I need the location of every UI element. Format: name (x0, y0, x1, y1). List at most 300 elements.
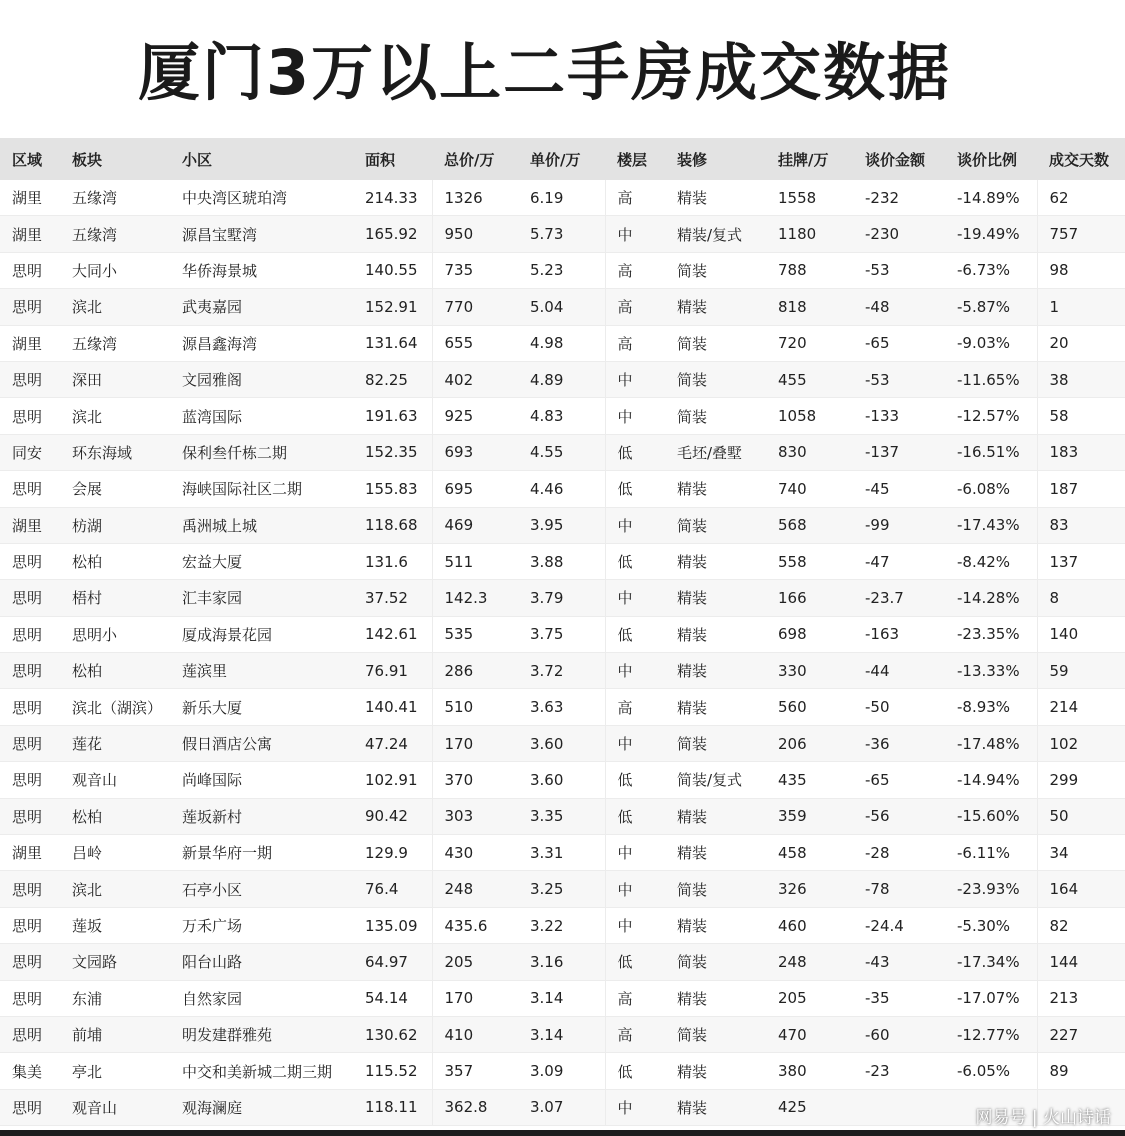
cell-unit-price: 3.79 (518, 580, 605, 616)
cell-sector: 滨北 (60, 398, 170, 434)
cell-listing-price: 818 (766, 289, 853, 325)
cell-decoration: 精装 (665, 689, 766, 725)
cell-negotiated-amount: -35 (853, 980, 945, 1016)
cell-sector: 观音山 (60, 762, 170, 798)
cell-total-price: 469 (432, 507, 518, 543)
cell-area: 142.61 (353, 616, 432, 652)
table-row (0, 762, 1125, 798)
cell-community: 明发建群雅苑 (170, 1016, 353, 1052)
table-row (0, 361, 1125, 397)
cell-floor: 低 (605, 798, 665, 834)
cell-decoration: 简装/复式 (665, 762, 766, 798)
cell-district: 同安 (0, 434, 60, 470)
cell-area: 214.33 (353, 180, 432, 216)
cell-total-price: 370 (432, 762, 518, 798)
cell-district: 思明 (0, 252, 60, 288)
watermark: 网易号 | 火山诗话 (975, 1108, 1111, 1128)
cell-unit-price: 3.75 (518, 616, 605, 652)
cell-area: 131.6 (353, 543, 432, 579)
cell-total-price: 435.6 (432, 907, 518, 943)
cell-listing-price: 720 (766, 325, 853, 361)
cell-days-to-close: 1 (1037, 289, 1125, 325)
cell-decoration: 简装 (665, 252, 766, 288)
cell-negotiated-amount: -53 (853, 252, 945, 288)
cell-district: 思明 (0, 689, 60, 725)
cell-unit-price: 3.63 (518, 689, 605, 725)
cell-decoration: 简装 (665, 398, 766, 434)
cell-decoration: 简装 (665, 507, 766, 543)
table-row (0, 725, 1125, 761)
cell-community: 自然家园 (170, 980, 353, 1016)
table-body (0, 180, 1125, 1126)
cell-listing-price: 166 (766, 580, 853, 616)
cell-sector: 深田 (60, 361, 170, 397)
cell-district: 湖里 (0, 216, 60, 252)
cell-community: 源昌鑫海湾 (170, 325, 353, 361)
cell-floor: 中 (605, 361, 665, 397)
cell-area: 37.52 (353, 580, 432, 616)
cell-listing-price: 788 (766, 252, 853, 288)
cell-unit-price: 3.72 (518, 653, 605, 689)
cell-district: 湖里 (0, 835, 60, 871)
cell-days-to-close: 214 (1037, 689, 1125, 725)
cell-floor: 低 (605, 543, 665, 579)
cell-unit-price: 3.22 (518, 907, 605, 943)
cell-negotiated-amount: -47 (853, 543, 945, 579)
cell-listing-price: 425 (766, 1089, 853, 1125)
cell-sector: 吕岭 (60, 835, 170, 871)
cell-floor: 高 (605, 325, 665, 361)
cell-days-to-close: 82 (1037, 907, 1125, 943)
cell-negotiated-amount: -133 (853, 398, 945, 434)
cell-area: 54.14 (353, 980, 432, 1016)
cell-district: 思明 (0, 543, 60, 579)
cell-negotiated-ratio: -17.07% (945, 980, 1037, 1016)
cell-negotiated-amount: -28 (853, 835, 945, 871)
cell-negotiated-ratio: -16.51% (945, 434, 1037, 470)
cell-district: 思明 (0, 653, 60, 689)
cell-listing-price: 326 (766, 871, 853, 907)
cell-sector: 莲花 (60, 725, 170, 761)
cell-negotiated-amount: -24.4 (853, 907, 945, 943)
cell-community: 华侨海景城 (170, 252, 353, 288)
table-row (0, 1089, 1125, 1125)
cell-decoration: 简装 (665, 871, 766, 907)
cell-listing-price: 558 (766, 543, 853, 579)
cell-unit-price: 3.60 (518, 725, 605, 761)
table-row (0, 835, 1125, 871)
cell-district: 思明 (0, 762, 60, 798)
table-row (0, 1053, 1125, 1089)
cell-unit-price: 4.55 (518, 434, 605, 470)
cell-area: 165.92 (353, 216, 432, 252)
cell-unit-price: 5.73 (518, 216, 605, 252)
cell-negotiated-amount: -232 (853, 180, 945, 216)
cell-area: 191.63 (353, 398, 432, 434)
cell-floor: 低 (605, 434, 665, 470)
cell-days-to-close: 183 (1037, 434, 1125, 470)
cell-unit-price: 3.35 (518, 798, 605, 834)
cell-district: 思明 (0, 1089, 60, 1125)
cell-decoration: 精装 (665, 1053, 766, 1089)
header-negotiated-ratio: 谈价比例 (945, 138, 1037, 180)
cell-listing-price: 380 (766, 1053, 853, 1089)
cell-days-to-close: 38 (1037, 361, 1125, 397)
cell-sector: 松柏 (60, 653, 170, 689)
cell-unit-price: 3.60 (518, 762, 605, 798)
cell-negotiated-ratio: -12.57% (945, 398, 1037, 434)
cell-floor: 高 (605, 1016, 665, 1052)
cell-days-to-close: 58 (1037, 398, 1125, 434)
cell-total-price: 693 (432, 434, 518, 470)
cell-sector: 莲坂 (60, 907, 170, 943)
cell-negotiated-amount: -44 (853, 653, 945, 689)
cell-days-to-close: 213 (1037, 980, 1125, 1016)
cell-floor: 低 (605, 471, 665, 507)
cell-sector: 文园路 (60, 944, 170, 980)
table-row (0, 653, 1125, 689)
cell-decoration: 精装 (665, 580, 766, 616)
cell-negotiated-amount: -163 (853, 616, 945, 652)
cell-decoration: 精装 (665, 907, 766, 943)
table-row (0, 980, 1125, 1016)
cell-total-price: 925 (432, 398, 518, 434)
cell-district: 湖里 (0, 180, 60, 216)
table-row (0, 216, 1125, 252)
cell-negotiated-ratio: -6.11% (945, 835, 1037, 871)
cell-total-price: 770 (432, 289, 518, 325)
cell-total-price: 402 (432, 361, 518, 397)
cell-district: 思明 (0, 944, 60, 980)
header-district: 区域 (0, 138, 60, 180)
cell-unit-price: 3.07 (518, 1089, 605, 1125)
cell-floor: 高 (605, 252, 665, 288)
cell-days-to-close: 20 (1037, 325, 1125, 361)
cell-listing-price: 460 (766, 907, 853, 943)
cell-unit-price: 4.89 (518, 361, 605, 397)
cell-days-to-close: 83 (1037, 507, 1125, 543)
cell-unit-price: 4.83 (518, 398, 605, 434)
cell-area: 129.9 (353, 835, 432, 871)
cell-negotiated-ratio: -14.28% (945, 580, 1037, 616)
cell-total-price: 950 (432, 216, 518, 252)
cell-days-to-close: 757 (1037, 216, 1125, 252)
cell-days-to-close: 299 (1037, 762, 1125, 798)
cell-negotiated-amount: -65 (853, 762, 945, 798)
cell-listing-price: 470 (766, 1016, 853, 1052)
cell-community: 保利叁仟栋二期 (170, 434, 353, 470)
cell-negotiated-ratio: -5.87% (945, 289, 1037, 325)
cell-negotiated-ratio: -5.30% (945, 907, 1037, 943)
cell-negotiated-ratio: -23.93% (945, 871, 1037, 907)
cell-negotiated-amount: -43 (853, 944, 945, 980)
cell-area: 64.97 (353, 944, 432, 980)
cell-area: 130.62 (353, 1016, 432, 1052)
cell-total-price: 1326 (432, 180, 518, 216)
cell-negotiated-ratio: -15.60% (945, 798, 1037, 834)
cell-area: 152.35 (353, 434, 432, 470)
cell-negotiated-ratio: -6.05% (945, 1053, 1037, 1089)
cell-negotiated-amount: -99 (853, 507, 945, 543)
cell-total-price: 535 (432, 616, 518, 652)
cell-days-to-close: 144 (1037, 944, 1125, 980)
cell-sector: 滨北 (60, 289, 170, 325)
cell-days-to-close: 102 (1037, 725, 1125, 761)
cell-floor: 低 (605, 762, 665, 798)
cell-negotiated-ratio: -14.89% (945, 180, 1037, 216)
cell-days-to-close: 50 (1037, 798, 1125, 834)
table-row (0, 252, 1125, 288)
cell-community: 蓝湾国际 (170, 398, 353, 434)
transaction-table (0, 138, 1125, 1126)
cell-floor: 中 (605, 216, 665, 252)
cell-area: 90.42 (353, 798, 432, 834)
cell-unit-price: 3.16 (518, 944, 605, 980)
cell-community: 汇丰家园 (170, 580, 353, 616)
cell-negotiated-ratio: -17.34% (945, 944, 1037, 980)
cell-listing-price: 698 (766, 616, 853, 652)
cell-community: 新景华府一期 (170, 835, 353, 871)
cell-negotiated-amount: -137 (853, 434, 945, 470)
cell-community: 万禾广场 (170, 907, 353, 943)
cell-sector: 滨北（湖滨） (60, 689, 170, 725)
table-row (0, 944, 1125, 980)
cell-decoration: 精装/复式 (665, 216, 766, 252)
cell-floor: 中 (605, 580, 665, 616)
cell-district: 思明 (0, 289, 60, 325)
cell-sector: 滨北 (60, 871, 170, 907)
cell-unit-price: 3.88 (518, 543, 605, 579)
cell-negotiated-amount: -65 (853, 325, 945, 361)
cell-floor: 高 (605, 180, 665, 216)
cell-sector: 五缘湾 (60, 216, 170, 252)
cell-days-to-close: 34 (1037, 835, 1125, 871)
cell-floor: 中 (605, 871, 665, 907)
table-row (0, 907, 1125, 943)
cell-floor: 中 (605, 725, 665, 761)
cell-community: 观海澜庭 (170, 1089, 353, 1125)
cell-listing-price: 330 (766, 653, 853, 689)
cell-total-price: 655 (432, 325, 518, 361)
cell-total-price: 142.3 (432, 580, 518, 616)
cell-days-to-close: 140 (1037, 616, 1125, 652)
cell-negotiated-ratio: -11.65% (945, 361, 1037, 397)
cell-floor: 低 (605, 616, 665, 652)
cell-sector: 亭北 (60, 1053, 170, 1089)
cell-negotiated-ratio: -9.03% (945, 325, 1037, 361)
cell-sector: 东浦 (60, 980, 170, 1016)
cell-listing-price: 1558 (766, 180, 853, 216)
cell-negotiated-ratio: -17.48% (945, 725, 1037, 761)
cell-area: 47.24 (353, 725, 432, 761)
cell-decoration: 简装 (665, 725, 766, 761)
cell-listing-price: 1180 (766, 216, 853, 252)
cell-community: 尚峰国际 (170, 762, 353, 798)
cell-district: 思明 (0, 471, 60, 507)
cell-days-to-close: 59 (1037, 653, 1125, 689)
cell-listing-price: 1058 (766, 398, 853, 434)
cell-negotiated-amount: -48 (853, 289, 945, 325)
table-row (0, 180, 1125, 216)
cell-area: 82.25 (353, 361, 432, 397)
cell-decoration: 精装 (665, 289, 766, 325)
cell-floor: 中 (605, 398, 665, 434)
cell-total-price: 410 (432, 1016, 518, 1052)
cell-negotiated-ratio: -8.42% (945, 543, 1037, 579)
cell-negotiated-amount: -23 (853, 1053, 945, 1089)
cell-decoration: 精装 (665, 471, 766, 507)
cell-area: 152.91 (353, 289, 432, 325)
cell-unit-price: 6.19 (518, 180, 605, 216)
cell-listing-price: 458 (766, 835, 853, 871)
cell-decoration: 精装 (665, 1089, 766, 1125)
page-title: 厦门3万以上二手房成交数据 (138, 35, 952, 109)
cell-district: 思明 (0, 980, 60, 1016)
cell-area: 131.64 (353, 325, 432, 361)
cell-negotiated-ratio: -13.33% (945, 653, 1037, 689)
cell-days-to-close: 187 (1037, 471, 1125, 507)
cell-sector: 五缘湾 (60, 180, 170, 216)
cell-sector: 五缘湾 (60, 325, 170, 361)
cell-negotiated-ratio: -8.93% (945, 689, 1037, 725)
cell-total-price: 286 (432, 653, 518, 689)
cell-negotiated-amount: -56 (853, 798, 945, 834)
table-row (0, 471, 1125, 507)
cell-listing-price: 740 (766, 471, 853, 507)
cell-days-to-close: 98 (1037, 252, 1125, 288)
cell-unit-price: 3.09 (518, 1053, 605, 1089)
cell-listing-price: 560 (766, 689, 853, 725)
cell-decoration: 简装 (665, 1016, 766, 1052)
cell-area: 155.83 (353, 471, 432, 507)
cell-community: 武夷嘉园 (170, 289, 353, 325)
cell-district: 思明 (0, 580, 60, 616)
cell-total-price: 695 (432, 471, 518, 507)
header-unit-price: 单价/万 (518, 138, 605, 180)
cell-community: 禹洲城上城 (170, 507, 353, 543)
cell-negotiated-amount: -23.7 (853, 580, 945, 616)
cell-sector: 枋湖 (60, 507, 170, 543)
cell-days-to-close: 62 (1037, 180, 1125, 216)
cell-negotiated-amount: -60 (853, 1016, 945, 1052)
cell-district: 湖里 (0, 507, 60, 543)
cell-area: 118.68 (353, 507, 432, 543)
cell-decoration: 精装 (665, 180, 766, 216)
cell-total-price: 430 (432, 835, 518, 871)
cell-floor: 高 (605, 689, 665, 725)
cell-sector: 大同小 (60, 252, 170, 288)
table-row (0, 616, 1125, 652)
table-row (0, 434, 1125, 470)
cell-unit-price: 4.46 (518, 471, 605, 507)
header-decoration: 装修 (665, 138, 766, 180)
table-row (0, 289, 1125, 325)
header-floor: 楼层 (605, 138, 665, 180)
cell-community: 中央湾区琥珀湾 (170, 180, 353, 216)
cell-negotiated-ratio: -12.77% (945, 1016, 1037, 1052)
cell-sector: 观音山 (60, 1089, 170, 1125)
cell-total-price: 735 (432, 252, 518, 288)
cell-unit-price: 3.31 (518, 835, 605, 871)
cell-days-to-close: 89 (1037, 1053, 1125, 1089)
cell-negotiated-amount: -53 (853, 361, 945, 397)
cell-listing-price: 248 (766, 944, 853, 980)
cell-floor: 中 (605, 507, 665, 543)
cell-floor: 中 (605, 653, 665, 689)
cell-unit-price: 5.04 (518, 289, 605, 325)
cell-decoration: 精装 (665, 616, 766, 652)
cell-district: 思明 (0, 361, 60, 397)
cell-community: 莲坂新村 (170, 798, 353, 834)
cell-negotiated-ratio: -19.49% (945, 216, 1037, 252)
cell-floor: 低 (605, 1053, 665, 1089)
cell-total-price: 510 (432, 689, 518, 725)
table-row (0, 798, 1125, 834)
table-row (0, 325, 1125, 361)
cell-negotiated-amount: -50 (853, 689, 945, 725)
cell-listing-price: 830 (766, 434, 853, 470)
cell-community: 源昌宝墅湾 (170, 216, 353, 252)
cell-listing-price: 455 (766, 361, 853, 397)
cell-floor: 中 (605, 835, 665, 871)
cell-total-price: 170 (432, 980, 518, 1016)
cell-decoration: 毛坯/叠墅 (665, 434, 766, 470)
cell-area: 140.55 (353, 252, 432, 288)
cell-community: 假日酒店公寓 (170, 725, 353, 761)
header-negotiated-amount: 谈价金额 (853, 138, 945, 180)
cell-floor: 中 (605, 907, 665, 943)
cell-negotiated-amount: -78 (853, 871, 945, 907)
cell-district: 思明 (0, 907, 60, 943)
cell-total-price: 511 (432, 543, 518, 579)
cell-sector: 前埔 (60, 1016, 170, 1052)
cell-negotiated-ratio: -14.94% (945, 762, 1037, 798)
cell-area: 102.91 (353, 762, 432, 798)
cell-total-price: 170 (432, 725, 518, 761)
cell-area: 118.11 (353, 1089, 432, 1125)
cell-sector: 松柏 (60, 543, 170, 579)
cell-unit-price: 3.14 (518, 980, 605, 1016)
table-row (0, 1016, 1125, 1052)
cell-sector: 松柏 (60, 798, 170, 834)
cell-negotiated-amount (853, 1089, 945, 1125)
table-row (0, 398, 1125, 434)
cell-community: 阳台山路 (170, 944, 353, 980)
cell-district: 湖里 (0, 325, 60, 361)
header-days-to-close: 成交天数 (1037, 138, 1125, 180)
cell-listing-price: 205 (766, 980, 853, 1016)
cell-community: 宏益大厦 (170, 543, 353, 579)
cell-floor: 低 (605, 944, 665, 980)
cell-sector: 思明小 (60, 616, 170, 652)
header-community: 小区 (170, 138, 353, 180)
cell-district: 思明 (0, 1016, 60, 1052)
cell-negotiated-amount: -230 (853, 216, 945, 252)
cell-decoration: 简装 (665, 325, 766, 361)
table-row (0, 689, 1125, 725)
cell-days-to-close: 164 (1037, 871, 1125, 907)
cell-listing-price: 206 (766, 725, 853, 761)
cell-district: 集美 (0, 1053, 60, 1089)
cell-area: 115.52 (353, 1053, 432, 1089)
cell-total-price: 205 (432, 944, 518, 980)
cell-area: 135.09 (353, 907, 432, 943)
cell-negotiated-ratio: -6.73% (945, 252, 1037, 288)
cell-listing-price: 435 (766, 762, 853, 798)
cell-listing-price: 359 (766, 798, 853, 834)
table-row (0, 507, 1125, 543)
cell-community: 新乐大厦 (170, 689, 353, 725)
